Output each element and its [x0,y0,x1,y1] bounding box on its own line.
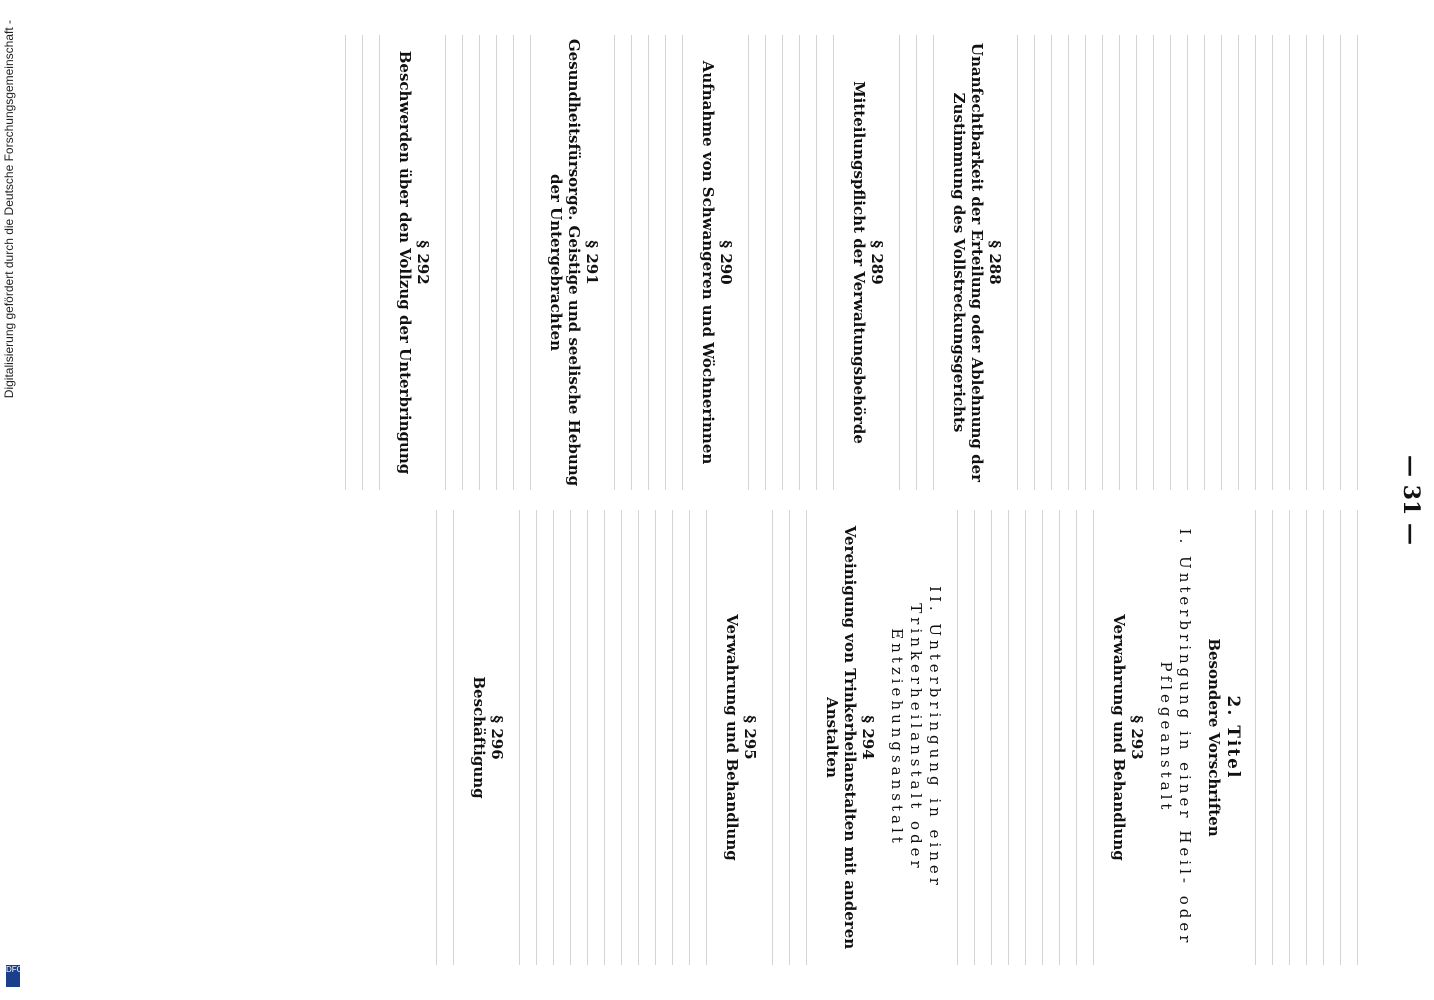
text-line [672,510,683,965]
text-line [1289,35,1300,490]
text-line [1085,35,1096,490]
text-line [1153,35,1164,490]
text-line [782,35,793,490]
text-line [1272,510,1283,965]
text-line [553,510,564,965]
section-289-text [748,35,844,490]
text-line [1306,35,1317,490]
digitization-credit [2,20,24,990]
text-line [445,35,456,490]
section-heading: Beschwerden über den Vollzug der Unterbringung [396,50,414,475]
part-2-heading [888,510,945,965]
text-line [833,35,844,490]
section-heading: Unanfechtbarkeit der Erteilung oder Ablehnung der Zustimmung des Vollstreckungsgerichts [950,42,986,483]
section-290-text [614,35,693,490]
text-line [806,510,817,965]
section-295-header [723,510,760,965]
left-column [14,35,1374,490]
text-line [1093,510,1104,965]
text-line [899,35,910,490]
text-line [631,35,642,490]
text-line [665,35,676,490]
text-line [436,510,447,965]
right-intro-text [1255,510,1368,965]
text-line [991,510,1002,965]
text-line [974,510,985,965]
text-line [530,35,541,490]
text-line [1042,510,1053,965]
section-295-text [519,510,717,965]
section-296-text [436,510,464,965]
section-number: § 296 [488,715,506,760]
credit-text: Digitalisierung gefördert durch die Deutsche Forschungsgemeinschaft - [2,20,16,399]
section-296-header [470,510,507,965]
text-line [655,510,666,965]
text-line [682,35,693,490]
text-line [379,35,390,490]
section-number: § 291 [583,240,601,285]
text-line [648,35,659,490]
text-line [1076,510,1087,965]
text-line [1272,35,1283,490]
title-heading: 2. Titel [1223,695,1243,780]
text-line [916,35,927,490]
text-line [1136,35,1147,490]
text-line [772,510,783,965]
section-heading: Verwahrung und Behandlung [1110,614,1128,861]
section-heading: Mitteilungspflicht der Verwaltungsbehörde [850,81,868,444]
text-line [706,510,717,965]
page-number: — 31 — [1398,455,1424,545]
title-subheading: Besondere Vorschriften [1205,638,1223,837]
section-heading: Verwahrung und Behandlung [723,614,741,861]
section-290-header [699,35,736,490]
text-line [1102,35,1113,490]
text-line [1051,35,1062,490]
section-number: § 293 [1128,715,1146,760]
section-291-text [445,35,541,490]
text-line [1221,35,1232,490]
part-heading: II. Unterbringung in einer Trinkerheilanstalt oder Entziehungsanstalt [888,586,944,889]
section-heading: Aufnahme von Schwangeren und Wöchnerinnen [699,60,717,465]
text-line [1238,35,1249,490]
text-line [453,510,464,965]
left-intro-text [1017,35,1368,490]
text-line [1255,35,1266,490]
part-1-heading [1157,510,1195,965]
section-number: § 294 [859,715,877,760]
text-line [536,510,547,965]
text-line [1323,35,1334,490]
text-line [462,35,473,490]
section-288-header [950,35,1005,490]
section-number: § 292 [414,240,432,285]
text-line [519,510,530,965]
text-line [1204,35,1215,490]
section-number: § 288 [986,240,1004,285]
text-line [1340,510,1351,965]
part-heading: I. Unterbringung in einer Heil- oder Pflegeanstalt [1157,528,1194,947]
text-line [1025,510,1036,965]
section-number: § 295 [741,715,759,760]
text-line [345,35,356,490]
text-line [1034,35,1045,490]
text-line [1170,35,1181,490]
right-column [14,510,1374,965]
section-number: § 290 [717,240,735,285]
text-line [1289,510,1300,965]
text-line [1255,510,1266,965]
text-line [621,510,632,965]
section-291-header [547,35,602,490]
text-line [479,35,490,490]
text-line [1068,35,1079,490]
text-line [1017,35,1028,490]
section-294-text [772,510,817,965]
text-line [1340,35,1351,490]
text-line [1187,35,1198,490]
dfg-logo: DFG [6,965,20,987]
text-line [570,510,581,965]
text-line [496,35,507,490]
section-289-header [850,35,887,490]
text-line [604,510,615,965]
text-line [689,510,700,965]
text-line [789,510,800,965]
text-line [513,35,524,490]
section-heading: Vereinigung von Trinkerheilanstalten mit anderen Anstalten [823,525,859,950]
text-line [1008,510,1019,965]
text-line [957,510,968,965]
section-292-text [345,35,390,490]
text-line [1059,510,1070,965]
text-line [748,35,759,490]
text-line [587,510,598,965]
text-line [614,35,625,490]
text-line [1323,510,1334,965]
text-line [1357,35,1368,490]
section-heading: Gesundheitsfürsorge. Geistige und seelische Hebung der Untergebrachten [547,38,583,487]
section-293-header [1110,510,1147,965]
text-line [765,35,776,490]
text-line [933,35,944,490]
text-line [362,35,373,490]
text-line [799,35,810,490]
section-292-header [396,35,433,490]
section-288-text [899,35,944,490]
section-293-text [957,510,1104,965]
section-294-header [823,510,878,965]
text-line [1306,510,1317,965]
text-line [638,510,649,965]
text-line [816,35,827,490]
title-block [1205,510,1243,965]
section-heading: Beschäftigung [470,676,488,799]
text-line [1119,35,1130,490]
section-number: § 289 [868,240,886,285]
text-line [1357,510,1368,965]
